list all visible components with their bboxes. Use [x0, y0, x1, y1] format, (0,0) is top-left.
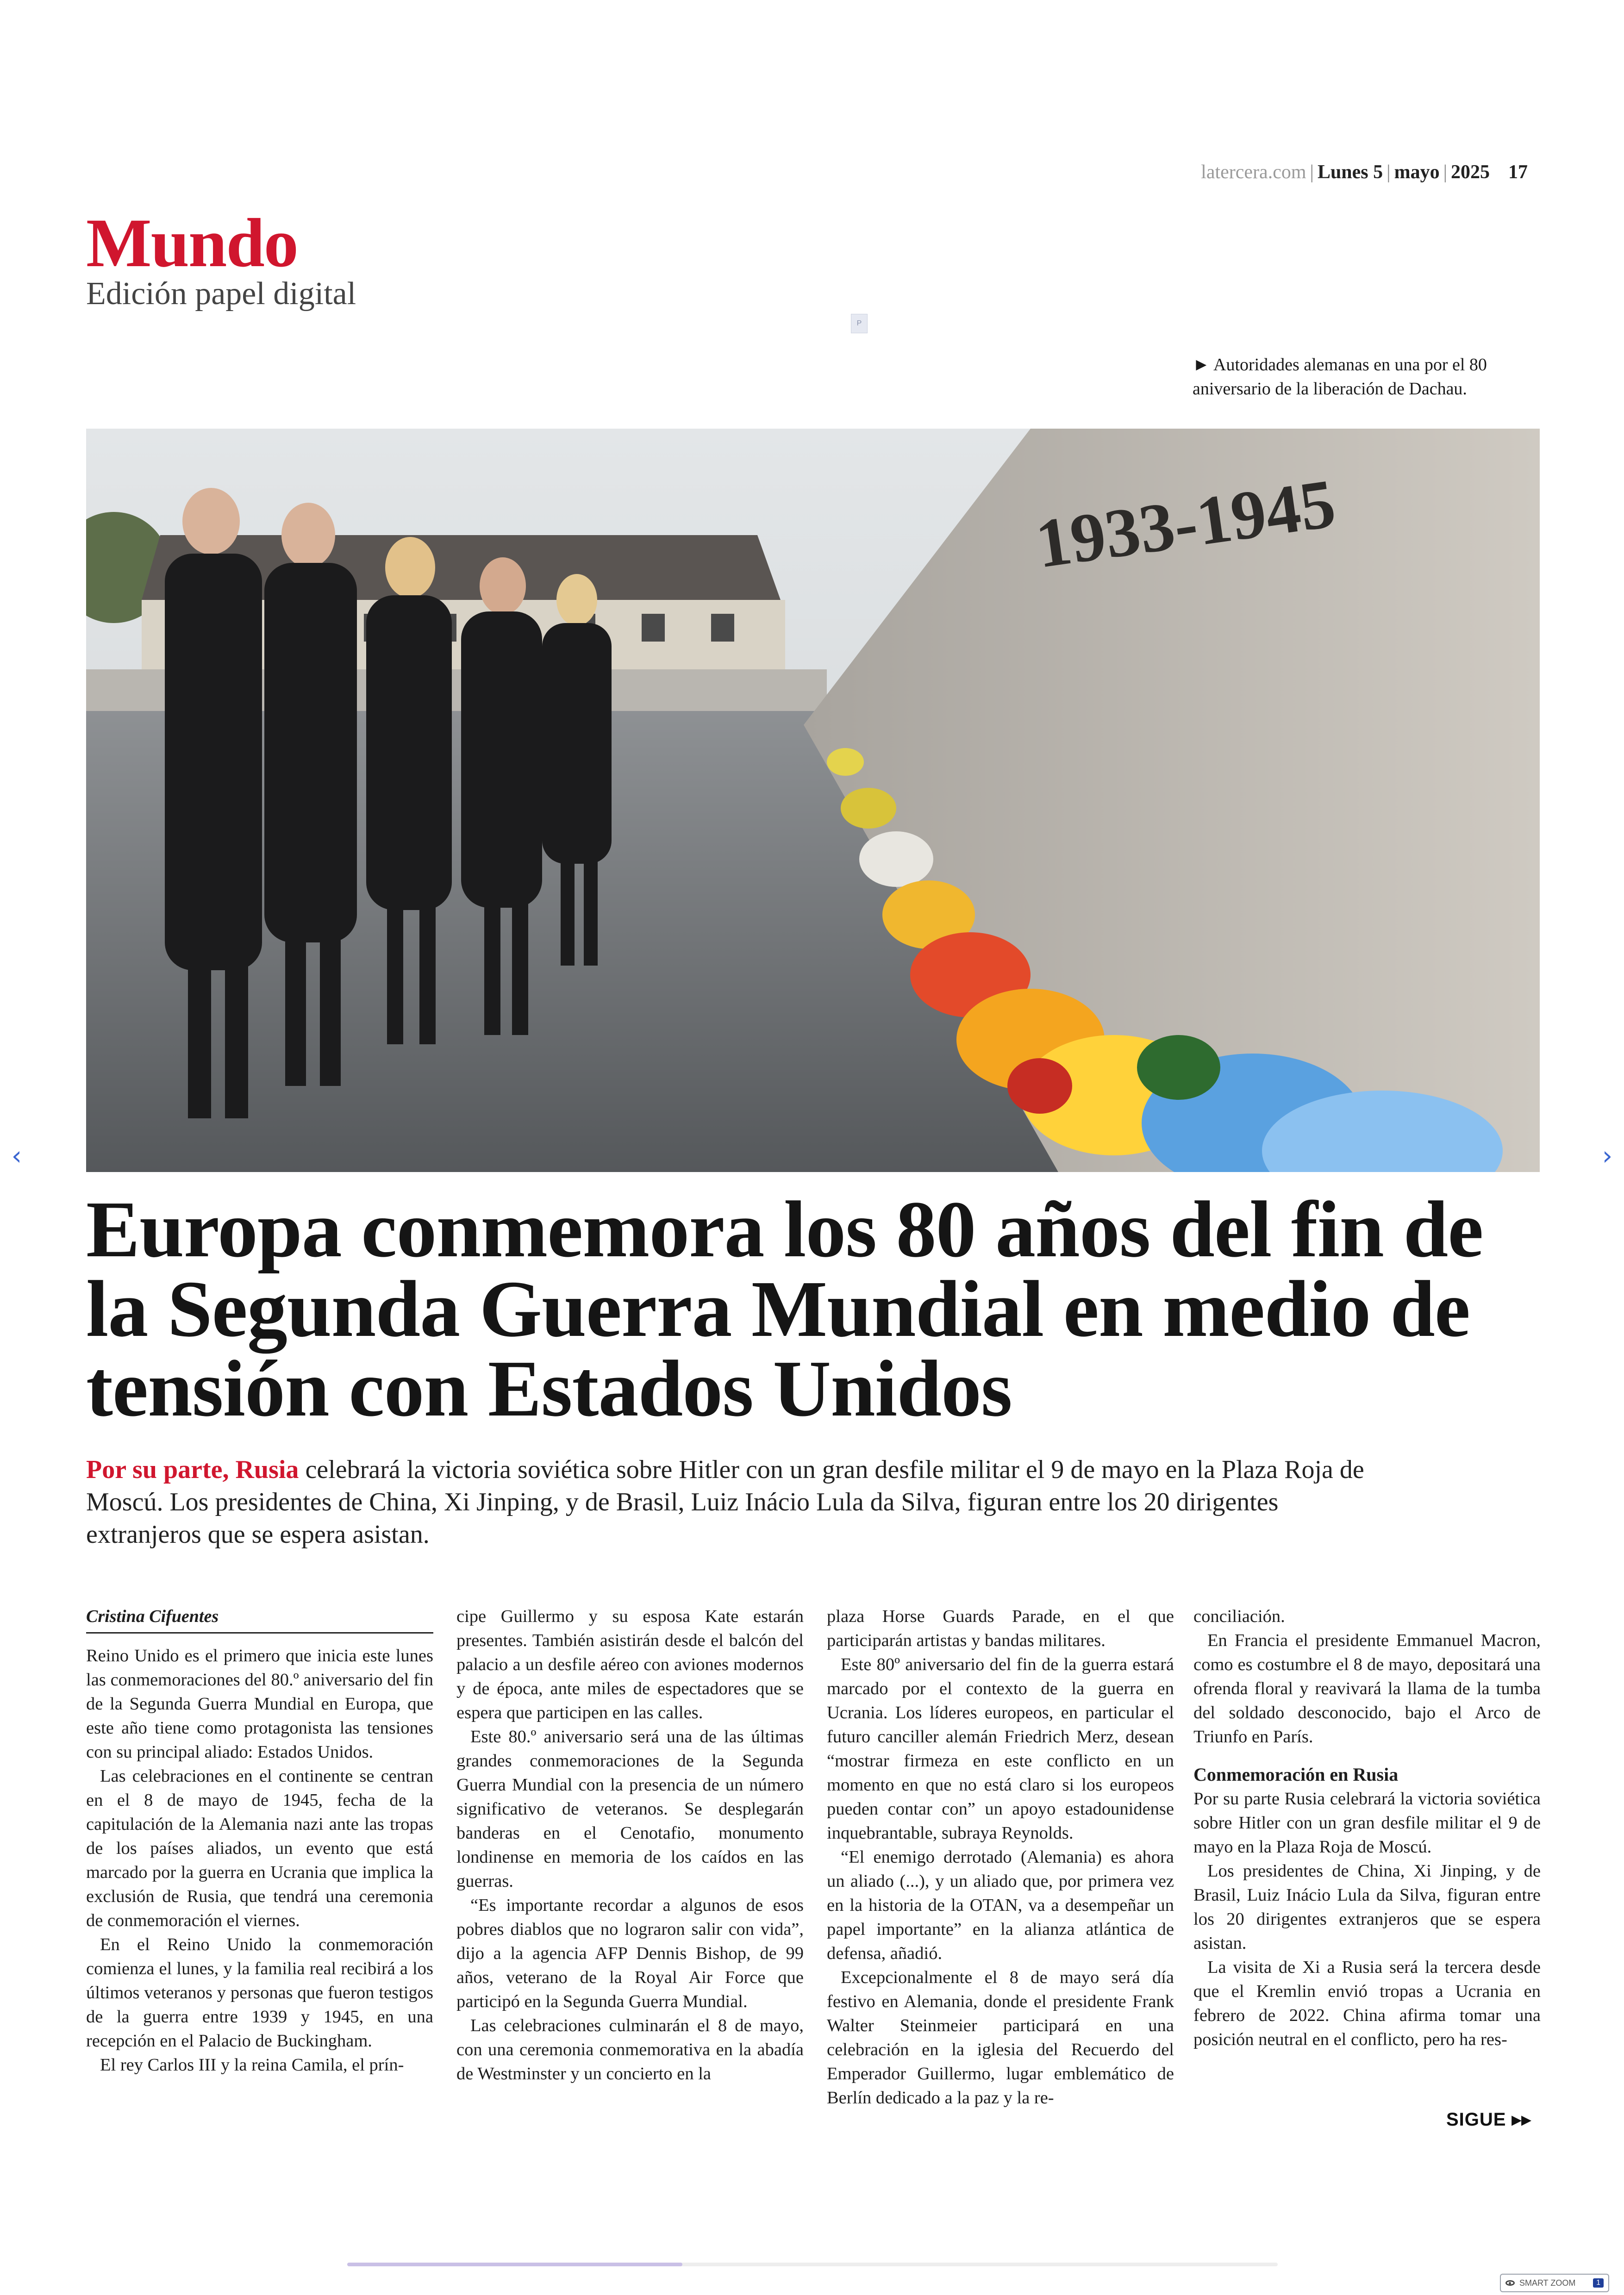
paragraph: Este 80.º aniversario será una de las últimas grandes conmemoraciones de la Segunda Guerra Mundial con la presencia de un número significativo de veteranos. Se desplegarán banderas en el Cenotafio, monumento londinense en memoria de los caídos en las guerras. [456, 1727, 804, 1891]
paragraph: En el Reino Unido la conmemoración comienza el lunes, y la familia real recibirá a los últimos veteranos y personas que fueron testigos de la guerra entre 1939 y 1945, en una recepción en el Palacio de Buckingham. [86, 1935, 433, 2051]
article-headline: Europa conmemora los 80 años del fin de la Segunda Guerra Mundial en medio de tensión con Estados Unidos [86, 1185, 1483, 1433]
wall-inscription: 1933-1945 [1031, 464, 1340, 583]
paragraph: Este 80º aniversario del fin de la guerra estará marcado por el contexto de la guerra en Ucrania. Los líderes europeos, en particular el futuro canciller alemán Friedrich Merz, desean “mostrar firmeza en este conflicto en un momento en que no está claro si los europeos pueden contar con” un apoyo estadounidense inquebrantable, subraya Reynolds. [827, 1655, 1174, 1843]
scrollbar-thumb[interactable] [347, 2263, 682, 2266]
continue-link[interactable]: SIGUE ▸▸ [1446, 2109, 1531, 2130]
paragraph: El rey Carlos III y la reina Camila, el prín- [100, 2055, 404, 2075]
article-column-2 [456, 1604, 804, 2086]
section-title: Mundo [86, 205, 298, 281]
dek-lead: Por su parte, Rusia [86, 1455, 299, 1484]
paragraph: La visita de Xi a Rusia será la tercera desde que el Kremlin envió tropas a Ucrania en febrero de 2022. China afirma tomar una posición neutral en el conflicto, pero ha res- [1193, 1958, 1541, 2049]
paragraph: Por su parte Rusia celebrará la victoria soviética sobre Hitler con un gran desfile militar el 9 de mayo en la Plaza Roja de Moscú. [1193, 1789, 1541, 1857]
smart-zoom-button[interactable] [1500, 2274, 1609, 2292]
paragraph: conciliación. [1193, 1607, 1285, 1626]
page-header-line: latercera.com | Lunes 5 | mayo | 2025 17 [1201, 162, 1528, 183]
lead-photo [86, 429, 1540, 1172]
prev-page-arrow-icon[interactable]: ‹ [11, 1141, 22, 1171]
photo-caption: ► Autoridades alemanas en una por el 80 aniversario de la liberación de Dachau. [1193, 355, 1487, 399]
article-column-3 [827, 1604, 1174, 2110]
header-month: mayo [1394, 162, 1440, 183]
article-subhead: Conmemoración en Rusia [1193, 1764, 1399, 1785]
article-column-4 [1193, 1604, 1541, 2052]
edition-label: Edición papel digital [86, 276, 356, 312]
eye-icon [1505, 2280, 1515, 2286]
header-weekday: Lunes 5 [1317, 162, 1383, 183]
paragraph: “Es importante recordar a algunos de esos pobres diablos que no lograron salir con vida”, dijo a la agencia AFP Dennis Bishop, de 99 años, veterano de la Royal Air Force que participó en la Segunda Guerra Mundial. [456, 1896, 804, 2011]
paragraph: Reino Unido es el primero que inicia este lunes las conmemoraciones del 80.º aniversario del fin de la Segunda Guerra Mundial en Europa, que este año tiene como protagonista las tensiones con su principal aliado: Estados Unidos. [86, 1646, 433, 1762]
page-marker-icon[interactable]: P [851, 314, 868, 333]
paragraph: En Francia el presidente Emmanuel Macron, como es costumbre el 8 de mayo, depositará una ofrenda floral y reavivará la llama de la tumba del soldado desconocido, bajo el Arco de Triunfo en París. [1193, 1631, 1541, 1746]
smart-zoom-badge: 1 [1593, 2278, 1604, 2288]
paragraph: cipe Guillermo y su esposa Kate estarán presentes. También asistirán desde el balcón del palacio a un desfile aéreo con aviones modernos y de época, ante miles de espectadores que se espera que participen en las calles. [456, 1607, 804, 1722]
paragraph: Las celebraciones en el continente se centran en el 8 de mayo de 1945, fecha de la capitulación de la Alemania nazi ante las tropas de los países aliados, un evento que está marcado por la guerra en Ucrania que implica la exclusión de Rusia, que tendrá una ceremonia de conmemoración el viernes. [86, 1766, 433, 1930]
paragraph: Los presidentes de China, Xi Jinping, y de Brasil, Luiz Inácio Lula da Silva, figuran entre los 20 dirigentes extranjeros que se espera asistan. [1193, 1861, 1541, 1953]
next-page-arrow-icon[interactable]: › [1602, 1141, 1613, 1171]
paragraph: Excepcionalmente el 8 de mayo será día festivo en Alemania, donde el presidente Frank Walter Steinmeier participará en una celebración en la iglesia del Recuerdo del Emperador Guillermo, lugar emblemático de Berlín dedicado a la paz y la re- [827, 1968, 1174, 2108]
paragraph: Las celebraciones culminarán el 8 de mayo, con una ceremonia conmemorativa en la abadía de Westminster y un concierto en la [456, 2016, 804, 2083]
site-name: latercera.com [1201, 162, 1306, 183]
page-number: 17 [1508, 162, 1528, 183]
smart-zoom-label: SMART ZOOM [1519, 2278, 1576, 2288]
article-dek [86, 1453, 1382, 1551]
dek-text: celebrará la victoria soviética sobre Hitler con un gran desfile militar el 9 de mayo en la Plaza Roja de Moscú. Los presidentes de China, Xi Jinping, y de Brasil, Luiz Inácio Lula da Silva, figuran entre los 20 dirigentes extranjeros que se espera asistan. [86, 1455, 1364, 1549]
paragraph: “El enemigo derrotado (Alemania) es ahora un aliado (...), y un aliado que, por primera vez en la historia de la OTAN, va a desempeñar un papel importante” en la alianza atlántica de defensa, añadió. [827, 1847, 1174, 1963]
header-year: 2025 [1451, 162, 1490, 183]
article-column-1 [86, 1604, 433, 2077]
byline: Cristina Cifuentes [86, 1604, 433, 1634]
paragraph: plaza Horse Guards Parade, en el que participarán artistas y bandas militares. [827, 1607, 1174, 1650]
